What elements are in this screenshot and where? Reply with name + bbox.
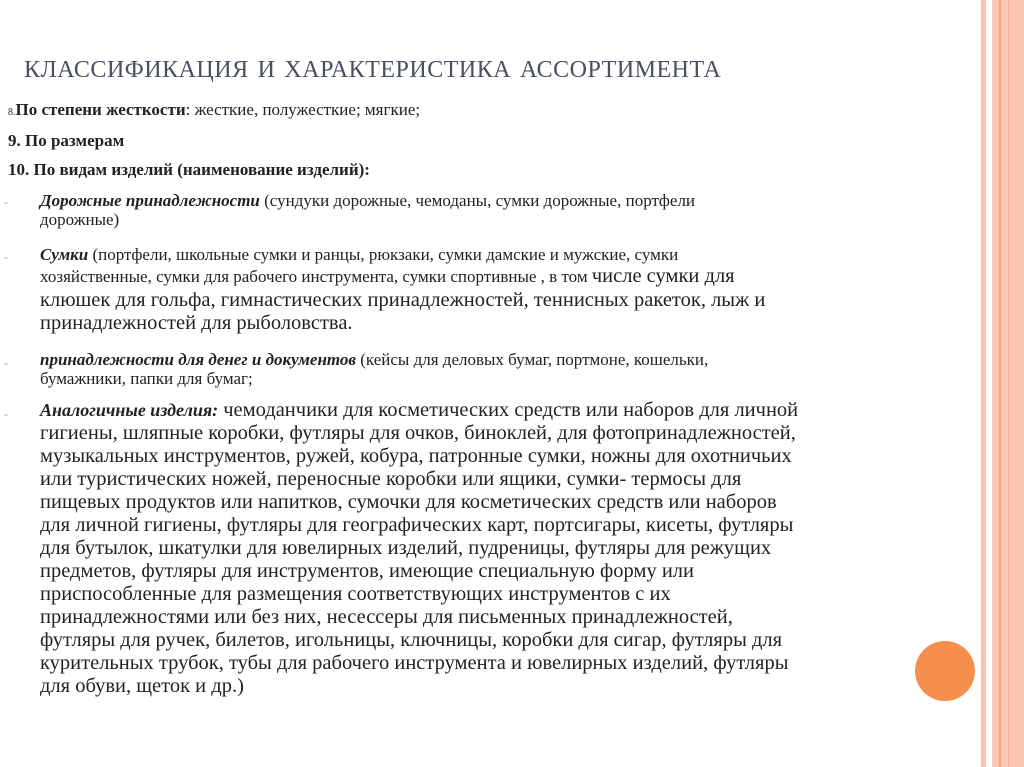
item-number: 8. <box>8 107 16 118</box>
bullet-text: принадлежностей для рыболовства. <box>40 312 353 334</box>
bullet-text: клюшек для гольфа, гимнастических принадлежностей, теннисных ракеток, лыж и <box>40 289 766 311</box>
bullet-text: хозяйственные, сумки для рабочего инструмента, сумки спортивные , в том <box>40 267 592 286</box>
bullet-text: футляры для ручек, билетов, игольницы, ключницы, коробки для сигар, футляры для <box>40 629 783 651</box>
bullet-bags <box>40 245 765 335</box>
bullet-text: принадлежностями или без них, несессеры для письменных принадлежностей, <box>40 606 733 628</box>
decor-stripe <box>1008 0 1009 767</box>
bullet-text: или туристических ножей, переносные коробки или ящики, сумки- термосы для <box>40 468 742 490</box>
bullet-text: чемоданчики для косметических средств или наборов для личной <box>218 399 799 421</box>
item-10: 10. По видам изделий (наименование изделий): <box>8 160 370 179</box>
bullet-text: (сундуки дорожные, чемоданы, сумки дорожные, портфели <box>259 191 696 210</box>
bullet-text: (кейсы для деловых бумаг, портмоне, кошельки, <box>355 350 709 369</box>
bullet-text: для бутылок, шкатулки для ювелирных изделий, пудреницы, футляры для режущих <box>40 537 772 559</box>
decor-circle <box>915 641 975 701</box>
bullet-marker: - <box>4 195 8 209</box>
bullet-text: пищевых продуктов или напитков, сумочки для косметических средств или наборов <box>40 491 777 513</box>
bullet-marker: - <box>4 356 8 370</box>
bullet-text: курительных трубок, тубы для рабочего инструмента и ювелирных изделий, футляры <box>40 652 789 674</box>
bullet-money <box>40 350 708 388</box>
bullet-text: числе сумки для <box>591 265 735 287</box>
bullet-heading: принадлежности для денег и документов <box>40 350 356 369</box>
item-9: 9. По размерам <box>8 131 125 150</box>
bullet-text: для личной гигиены, футляры для географических карт, портсигары, кисеты, футляры <box>40 514 794 536</box>
bullet-text: музыкальных инструментов, ружей, кобура, патронные сумки, ножны для охотничьих <box>40 445 792 467</box>
decor-stripe <box>999 0 1001 767</box>
bullet-text: для обуви, щеток и др.) <box>40 675 244 697</box>
bullet-heading: Аналогичные изделия: <box>40 400 219 420</box>
item-text: : жесткие, полужесткие; мягкие; <box>185 100 421 119</box>
slide-title: классификация и характеристика ассортимента <box>24 48 722 85</box>
bullet-travel <box>40 191 695 229</box>
bullet-similar <box>40 399 798 698</box>
bullet-text: гигиены, шляпные коробки, футляры для очков, биноклей, для фотопринадлежностей, <box>40 422 796 444</box>
bullet-text: (портфели, школьные сумки и ранцы, рюкзаки, сумки дамские и мужские, сумки <box>88 245 679 264</box>
bullet-marker: - <box>4 250 8 264</box>
bullet-text: приспособленные для размещения соответствующих инструментов с их <box>40 583 671 605</box>
item-8 <box>8 100 420 120</box>
bullet-heading: Сумки <box>40 245 89 264</box>
bullet-marker: - <box>4 407 8 421</box>
bullet-text: бумажники, папки для бумаг; <box>40 369 253 388</box>
bullet-text: дорожные) <box>40 210 120 229</box>
bullet-text: предметов, футляры для инструментов, имеющие специальную форму или <box>40 560 694 582</box>
bullet-heading: Дорожные принадлежности <box>40 191 260 210</box>
decor-stripe <box>981 0 986 767</box>
item-heading: По степени жесткости <box>15 100 186 119</box>
